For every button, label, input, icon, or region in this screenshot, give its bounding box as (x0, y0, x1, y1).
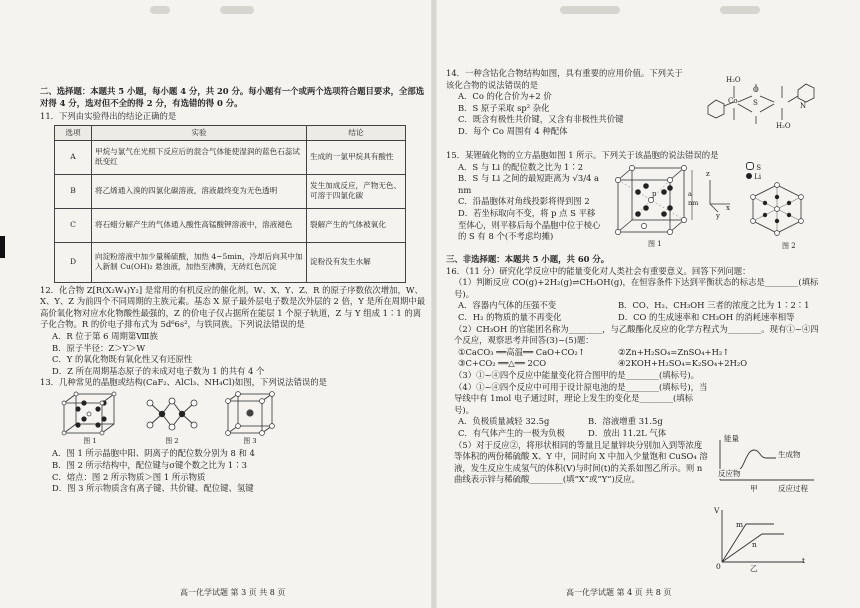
reaction-4: ④2KOH+H₂SO₄=K₂SO₄+2H₂O (618, 358, 748, 369)
legend-s (746, 162, 826, 173)
q11-experiment-cell: 甲烷与氯气在光照下反应后的混合气体能使湿润的蓝色石蕊试纸变红 (92, 140, 307, 174)
q13-option-c: C．熔点：图 2 所示物质＞图 1 所示物质 (52, 471, 206, 482)
q15-stem: 15．某锂硫化物的立方晶胞如图 1 所示。下列关于该晶胞的说法错误的是 (446, 150, 719, 160)
q13-stem: 13．几种常见的晶胞或结构(CaF₂、AlCl₃、NH₄Cl)如图，下列说法错误的是 (40, 377, 328, 388)
q16-part2: （2）CH₃OH 的官能团名称为________，与乙酸酯化反应的化学方程式为________。现有①~④四个反应，观察思考并回答(3)~(5)题： (454, 323, 819, 346)
q11-header-option: 选项 (55, 125, 92, 140)
q16-part1: （1）判断反应 CO(g)+2H₂(g)⇌CH₃OH(g)，在恒容条件下达到平衡状态的标志是________(填标号)。 (454, 277, 819, 299)
q15-figure-1 (612, 164, 702, 252)
q16-part1-options (446, 300, 826, 323)
q13-figures (58, 391, 428, 446)
q13-option-a: A．图 1 所示晶胞中阳、阴离子的配位数分别为 8 和 4 (52, 448, 255, 459)
q16-part3: （3）①~④四个反应中能量变化符合图甲的是________(填标号)。 (454, 369, 700, 380)
q14-option-a: A．Co 的化合价为+2 价 (458, 91, 552, 102)
section-heading-nonchoice: 三、非选择题：本题共 5 小题，共 60 分。 (446, 254, 610, 264)
projection-hexagon-diagram (746, 182, 808, 236)
q13-figure-1-label: 图 1 (83, 436, 97, 445)
q15-label-a: a nm (688, 190, 699, 207)
q14-stem: 14．一种含钴化合物结构如图，具有重要的应用价值。下列关于该化合物的说法错误的是 (446, 68, 683, 90)
reaction-2: ②Zn+H₂SO₄=ZnSO₄+H₂↑ (618, 346, 730, 357)
graph-yi-curve-n: n (752, 539, 757, 549)
q14-label-n: N (800, 102, 807, 110)
graph-jia (714, 433, 826, 498)
q15-option-a: A．S 与 Li 的配位数之比为 1∶2 (458, 161, 584, 172)
q11-option-cell: C (55, 208, 92, 242)
q16-intro: 16．（11 分）研究化学反应中的能量变化对人类社会有重要意义。回答下列问题： (446, 265, 751, 276)
legend-li-icon (746, 173, 752, 179)
legend-li (746, 173, 826, 182)
q15-options (446, 162, 602, 243)
q12-option-b: B．原子半径：Z＞Y＞W (52, 342, 146, 353)
q11-conclusion-cell: 发生加成反应，产物无色、可溶于四氯化碳 (307, 174, 406, 208)
graph-jia-caption: 甲 (750, 483, 758, 493)
q14-label-s: S (753, 99, 758, 107)
graph-jia-reactant: 反应物 (718, 468, 741, 478)
page-footer: 高一化学试题 第 4 页 共 8 页 (566, 587, 672, 597)
q15-option-c: C．沿晶胞体对角线投影将得到图 2 (458, 196, 590, 207)
page-footer: 高一化学试题 第 3 页 共 8 页 (180, 587, 286, 597)
q15-label-p: p (652, 190, 657, 198)
q15-axes (704, 170, 734, 224)
q15-figure-1-label: 图 1 (648, 240, 662, 248)
q14-option-d: D．每个 Co 周围有 4 种配体 (458, 125, 568, 136)
table-row (55, 242, 406, 282)
q16-p1-option-b: B．CO、H₂、CH₃OH 三者的浓度之比为 1∶2∶1 (618, 300, 810, 311)
q14-block (446, 68, 826, 150)
q14-cobalt-structure (694, 62, 828, 148)
graph-jia-ylabel: 能量 (724, 433, 739, 443)
q11-conclusion-cell: 淀粉没有发生水解 (307, 242, 406, 282)
q11-table (54, 125, 406, 283)
q12-option-a: A．R 位于第 6 周期第Ⅷ族 (52, 331, 158, 342)
q12-option-d: D．Z 所在周期基态原子的未成对电子数为 1 的共有 4 个 (52, 365, 265, 376)
q11-header-conclusion: 结论 (307, 125, 406, 140)
q13-figure-2-label: 图 2 (165, 436, 179, 445)
table-row (55, 208, 406, 242)
q16-p1-option-c: C．H₂ 的物质的量不再变化 (458, 311, 562, 322)
q15-option-d: D．若坐标取向不变，将 p 点 S 平移至体心，则平移后每个晶胞中位于棱心的 S 有 8 个(不考虑均摊) (458, 207, 601, 242)
page-3 (40, 0, 428, 608)
q15-option-b: B．S 与 Li 之间的最短距离为 √3/4 a nm (458, 173, 600, 195)
graph-yi (714, 506, 814, 576)
q13-figure-3 (222, 391, 278, 446)
q11-experiment-cell: 将乙烯通入溴的四氯化碳溶液，溶液最终变为无色透明 (92, 174, 307, 208)
legend-s-icon (746, 162, 754, 170)
graph-jia-product: 生成物 (778, 449, 801, 459)
q12-option-c: C．Y 的氧化物既有氧化性又有还原性 (52, 354, 193, 365)
q16-part5: （5）对于反应②，将形状相同的等量且足量锌块分别加入到等浓度等体积的两份稀硫酸 X、Y 中，同时向 X 中加入少量饱和 CuSO₄ 溶液，发生反应生成氢气的体积(V)与时间(t)的关系如图乙所示。则 n 曲线表示锌与稀硫酸________(填“X”或“Y”)反应。 (454, 439, 708, 485)
q11-header-experiment: 实验 (92, 125, 307, 140)
q11-option-cell: D (55, 242, 92, 282)
q15-axis-y: y (716, 212, 720, 220)
q16-p4-option-d: D．放出 11.2L 气体 (588, 427, 667, 438)
binding-mark (0, 236, 5, 258)
volume-time-graph (714, 506, 814, 568)
q15-axis-x: x (726, 204, 730, 212)
q11-stem: 11．下列由实验得出的结论正确的是 (40, 111, 177, 122)
graph-yi-xlabel: t (802, 555, 806, 565)
q14-label-co: Co (728, 97, 738, 105)
legend-li-label: Li (754, 173, 762, 182)
q15-figure-2 (746, 162, 826, 254)
q11-option-cell: A (55, 140, 92, 174)
q14-option-c: C．既含有极性共价键，又含有非极性共价键 (458, 114, 624, 125)
reaction-3: ③C+CO₂ ══△══ 2CO (458, 358, 547, 369)
q16-reactions (446, 347, 826, 370)
q15-block (446, 150, 826, 254)
q11-experiment-cell: 向淀粉溶液中加少量稀硫酸，加热 4~5min，冷却后向其中加入新制 Cu(OH)₂ 悬浊液，加热至沸腾，无砖红色沉淀 (92, 242, 307, 282)
graph-yi-curve-m: m (736, 519, 744, 529)
q15-figure-2-label: 图 2 (782, 242, 796, 250)
q11-experiment-cell: 将石蜡分解产生的气体通入酸性高锰酸钾溶液中，溶液褪色 (92, 208, 307, 242)
q11-option-cell: B (55, 174, 92, 208)
q14-option-b: B．S 原子采取 sp² 杂化 (458, 102, 550, 113)
table-row (55, 140, 406, 174)
q13-option-b: B．图 2 所示结构中，配位键与σ键个数之比为 1∶3 (52, 459, 247, 470)
q11-conclusion-cell: 裂解产生的气体被氧化 (307, 208, 406, 242)
q11-conclusion-cell: 生成的一氯甲烷具有酸性 (307, 140, 406, 174)
q16-p1-option-d: D．CO 的生成速率和 CH₃OH 的消耗速率相等 (618, 311, 795, 322)
graph-yi-caption: 乙 (750, 563, 758, 573)
al2cl6-structure-diagram (140, 391, 204, 437)
q13-option-d: D．图 3 所示物质含有离子键、共价键、配位键、氢键 (52, 483, 254, 494)
cobalt-complex-diagram (694, 62, 828, 148)
q16-part4: （4）①~④四个反应中可用于设计原电池的是________(填标号)，当导线中有 1mol 电子通过时，理论上发生的变化是________(填标号)。 (454, 381, 708, 415)
legend-s-label: S (756, 164, 762, 172)
q16-part4-options (446, 416, 708, 439)
q12-stem: 12．化合物 Z[R(X₂W₄)Y₂] 是常用的有机反应的催化剂。W、X、Y、Z、R 的原子序数依次增加，W、X、Y、Z 为前四个不同周期的主族元素。基态 X 原子最外层电子数是次外层的 2 倍，Y 是所在周期中最高价氧化物对应水化物酸性最强的，Z 的价电子仅占据所在能层 1 个原子轨道，Z 与 Y 组成 1∶1 的离子化合物。R 的价电子排布式为 5d⁶6s²，与铁同族。下列说法错误的是 (40, 284, 426, 330)
q16-p4-option-a: A．负极质量减轻 32.5g (458, 416, 550, 427)
table-row (55, 174, 406, 208)
q16-block (446, 265, 826, 573)
q13-figure-1 (58, 391, 122, 446)
q14-label-h2o-2: H₂O (776, 122, 791, 130)
q16-p1-option-a: A．容器内气体的压强不变 (458, 300, 557, 311)
q13-figure-3-label: 图 3 (243, 436, 257, 445)
q16-p4-option-b: B．溶液增重 31.5g (588, 416, 663, 427)
nh4cl-cell-diagram (222, 391, 278, 437)
section-heading-choice: 二、选择题：本题共 5 小题，每小题 4 分，共 20 分。每小题有一个或两个选项符合题目要求，全部选对得 4 分，选对但不全的得 2 分，有选错的得 0 分。 (40, 86, 425, 108)
q16-lower-text (446, 370, 708, 486)
caf2-cell-diagram (58, 391, 122, 437)
page-fold (431, 0, 437, 608)
q15-axis-z: z (706, 170, 710, 178)
graph-yi-origin: 0 (716, 561, 721, 571)
reaction-1: ①CaCO₃ ══高温══ CaO+CO₂↑ (458, 346, 585, 357)
graph-yi-ylabel: V (714, 505, 720, 515)
q14-label-h2o: H₂O (726, 76, 741, 84)
q14-label-o: O (753, 86, 759, 94)
q16-p4-option-c: C．有气体产生的一极为负极 (458, 427, 565, 438)
q15-legend (746, 162, 826, 182)
page-4 (446, 0, 826, 608)
q13-figure-2 (140, 391, 204, 446)
graph-jia-xlabel: 反应过程 (778, 483, 808, 493)
